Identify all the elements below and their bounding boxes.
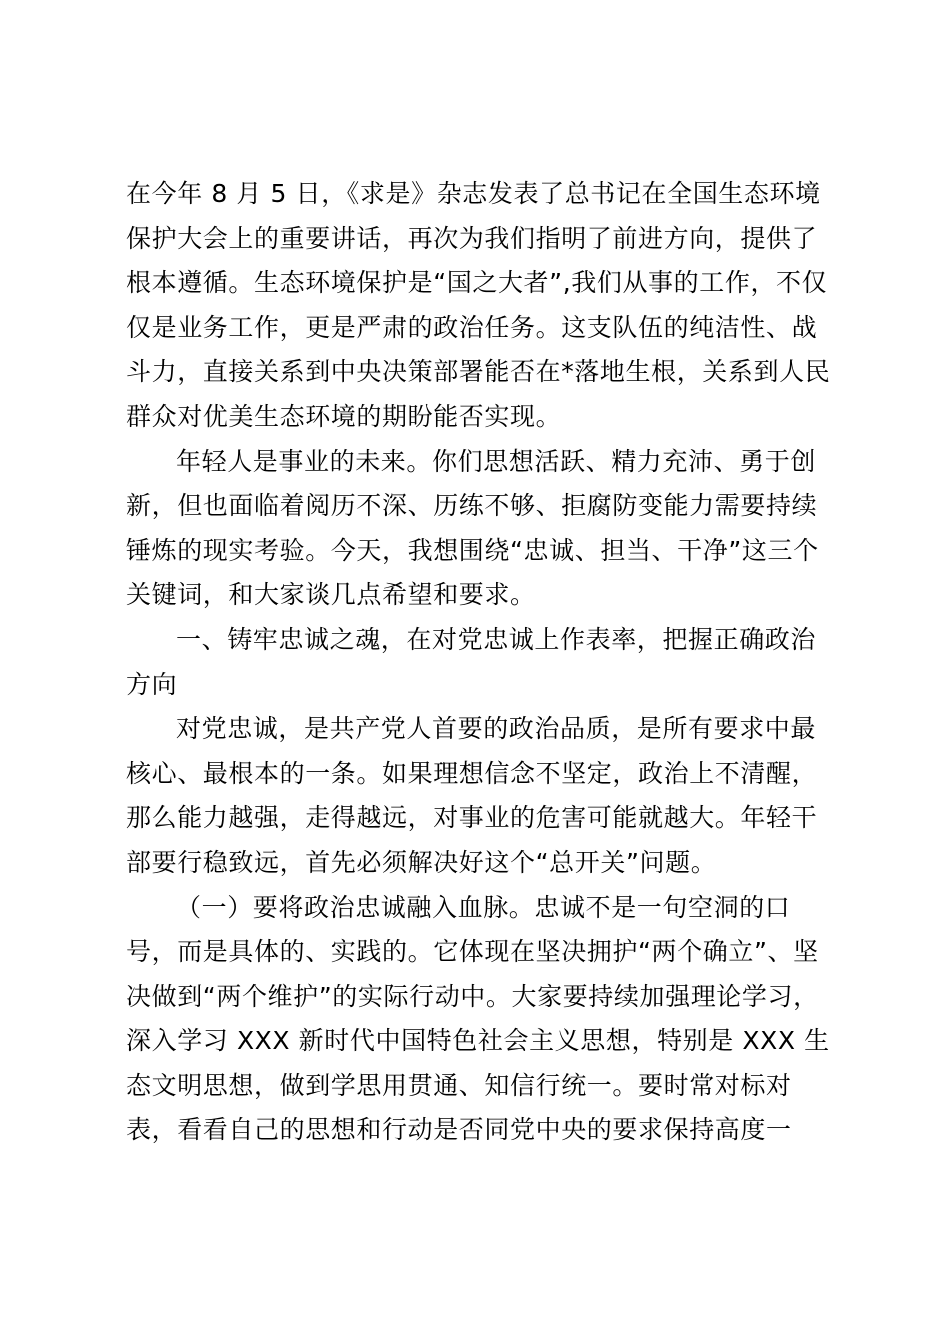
text-line: 态文明思想，做到学思用贯通、知信行统一。要时常对标对: [126, 1070, 792, 1100]
text-line: 斗力，直接关系到中央决策部署能否在*落地生根，关系到人民: [126, 357, 831, 387]
text-line: 部要行稳致远，首先必须解决好这个“总开关”问题。: [126, 847, 717, 877]
text-line: 那么能力越强，走得越远，对事业的危害可能就越大。年轻干: [126, 803, 818, 833]
document-body: [126, 172, 830, 1153]
text-line: 年轻人是事业的未来。你们思想活跃、精力充沛、勇于创: [176, 446, 817, 476]
text-line: 一、铸牢忠诚之魂，在对党忠诚上作表率，把握正确政治: [176, 624, 817, 654]
text-line: 对党忠诚，是共产党人首要的政治品质，是所有要求中最: [176, 714, 817, 744]
text-line: 新，但也面临着阅历不深、历练不够、拒腐防变能力需要持续: [126, 491, 818, 521]
text-line: 关键词，和大家谈几点希望和要求。: [126, 580, 536, 610]
text-line: 在今年 8 月 5 日，《求是》杂志发表了总书记在全国生态环境: [126, 179, 821, 208]
text-line: 表，看看自己的思想和行动是否同党中央的要求保持高度一: [126, 1115, 792, 1145]
text-line: 方向: [126, 669, 178, 699]
text-line: 根本遵循。生态环境保护是“国之大者”,我们从事的工作，不仅: [126, 268, 828, 298]
text-line: （一）要将政治忠诚融入血脉。忠诚不是一句空洞的口: [176, 892, 791, 922]
text-line: 核心、最根本的一条。如果理想信念不坚定，政治上不清醒，: [126, 758, 818, 788]
text-line: 锤炼的现实考验。今天，我想围绕“忠诚、担当、干净”这三个: [126, 535, 819, 565]
text-line: 仅是业务工作，更是严肃的政治任务。这支队伍的纯洁性、战: [126, 312, 818, 342]
text-line: 深入学习 XXX 新时代中国特色社会主义思想，特别是 XXX 生: [126, 1026, 830, 1056]
text-line: 号，而是具体的、实践的。它体现在坚决拥护“两个确立”、坚: [126, 937, 819, 967]
text-line: 决做到“两个维护”的实际行动中。大家要持续加强理论学习，: [126, 981, 819, 1011]
text-line: 保护大会上的重要讲话，再次为我们指明了前进方向，提供了: [126, 223, 818, 253]
text-line: 群众对优美生态环境的期盼能否实现。: [126, 401, 562, 431]
